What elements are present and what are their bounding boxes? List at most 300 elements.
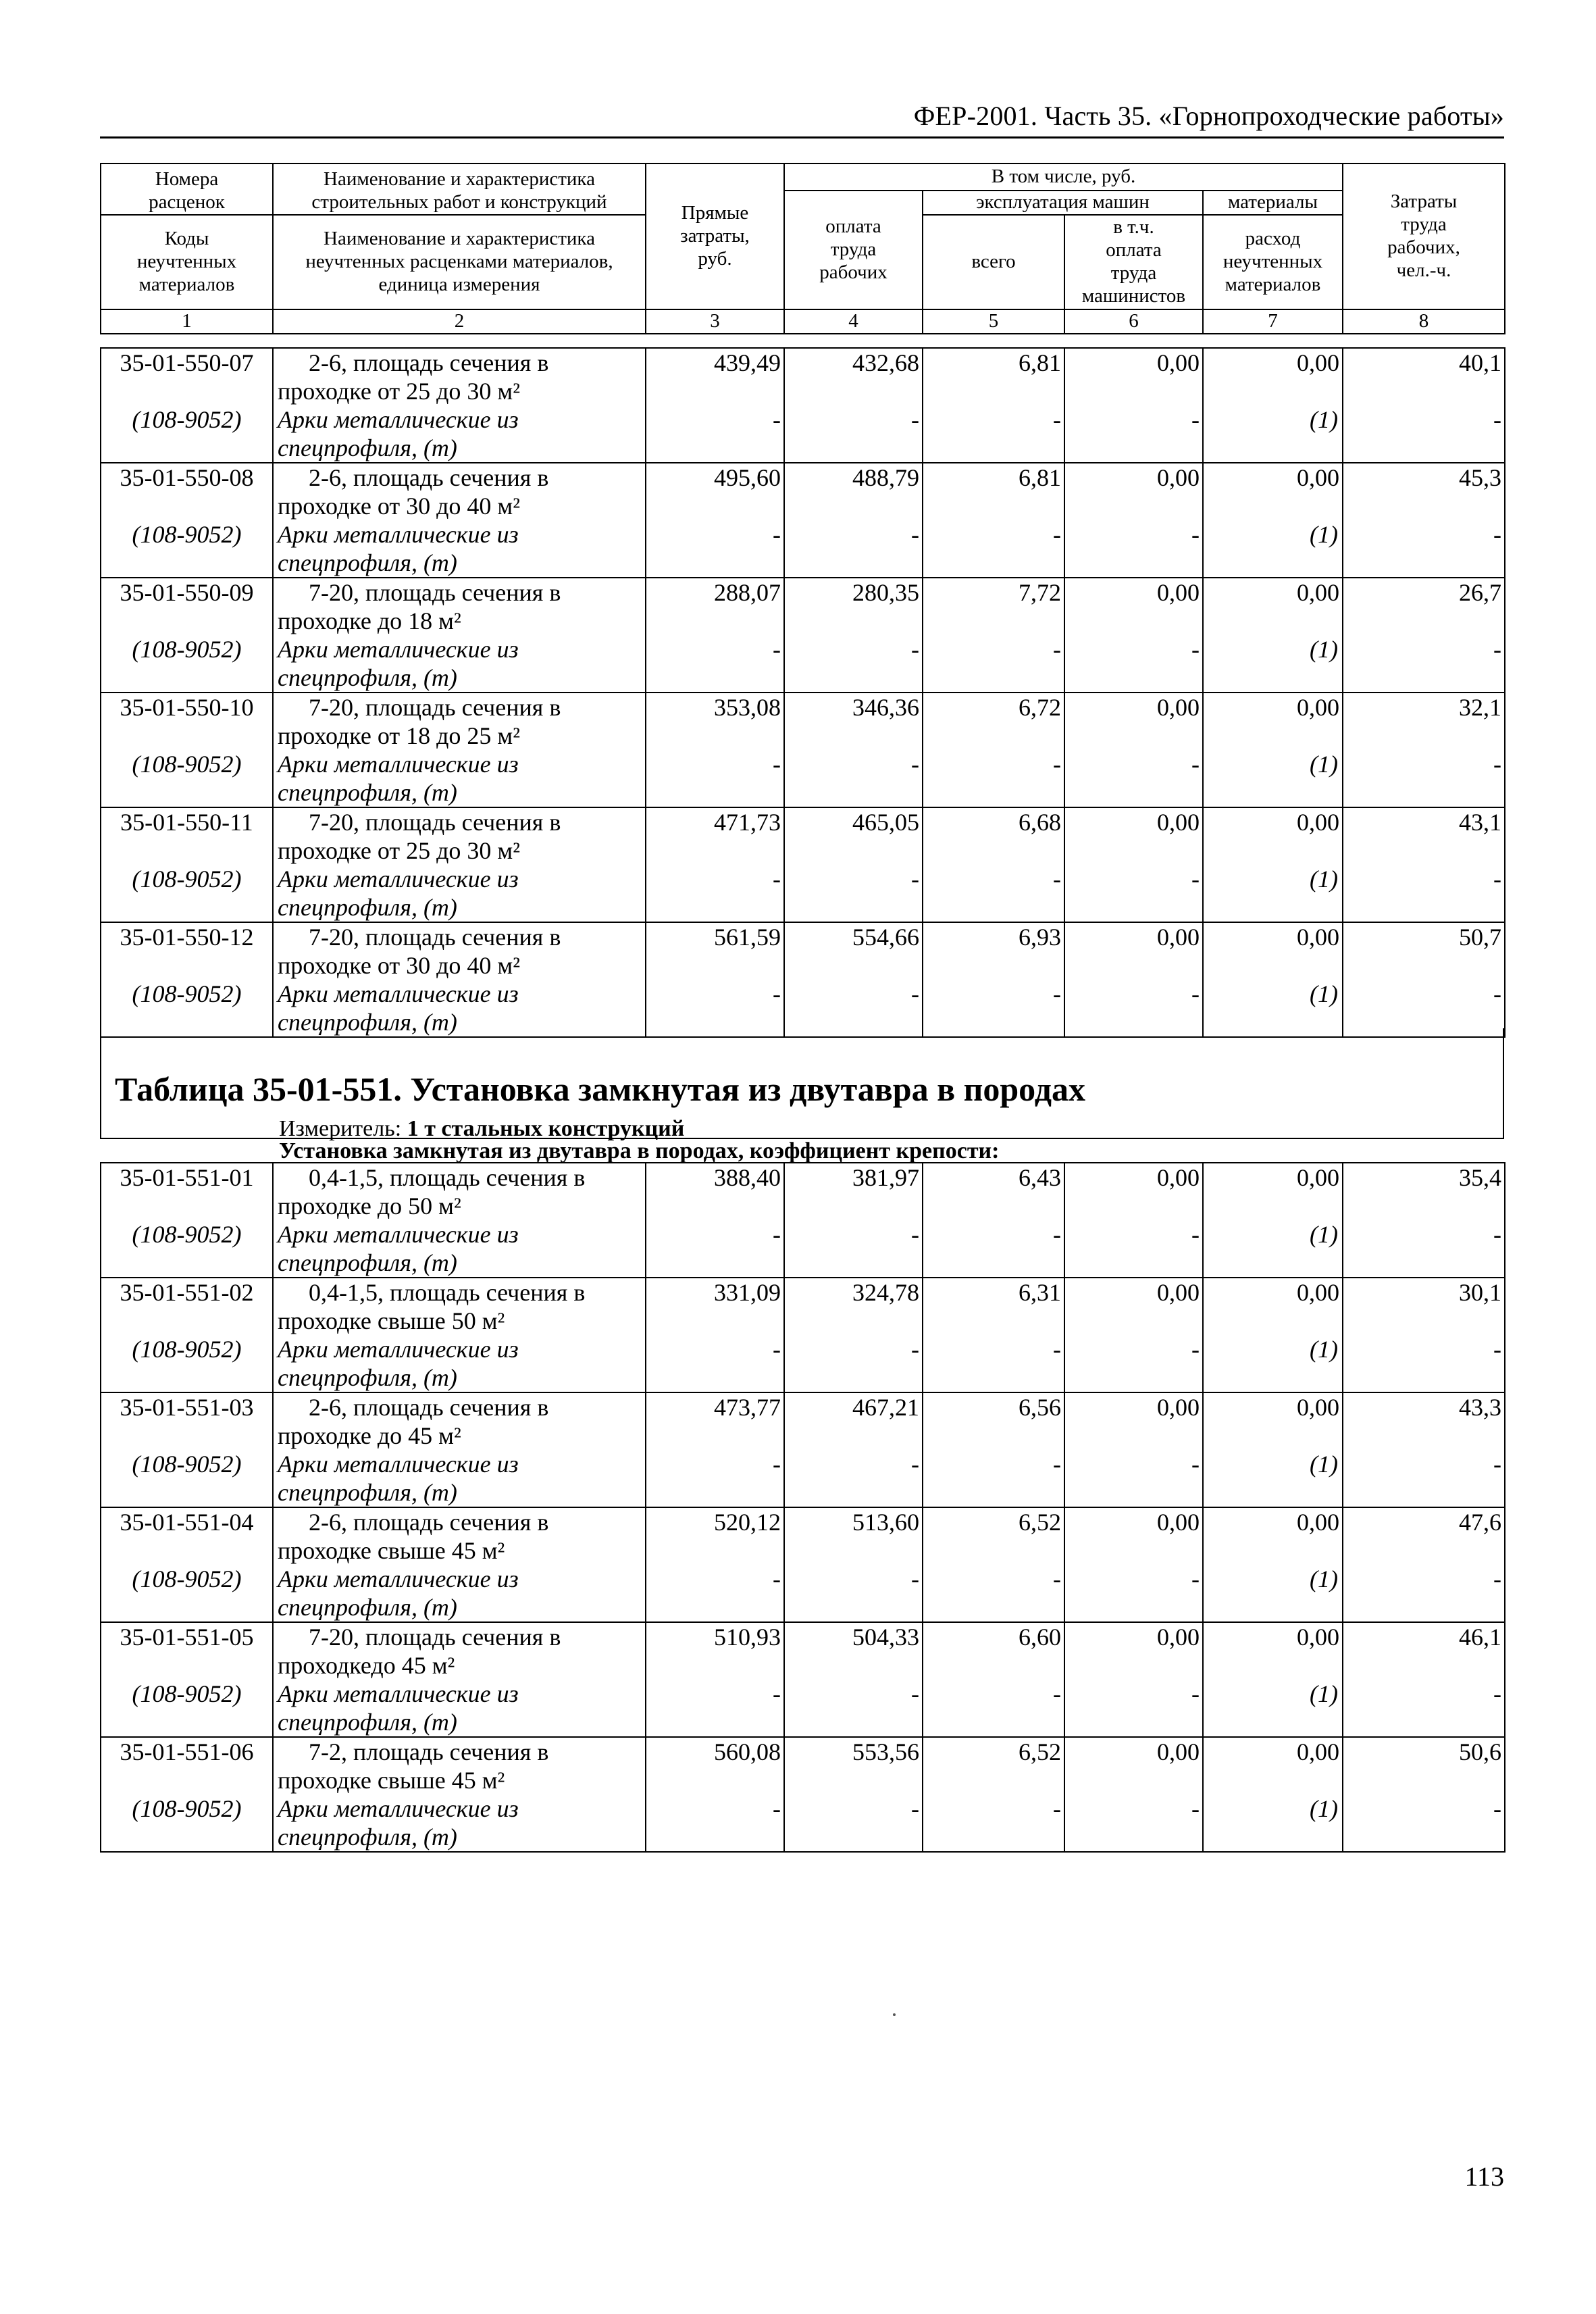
empty-cell [1343,663,1505,693]
dash: - [1343,1680,1505,1708]
dash: - [1064,635,1203,663]
empty-cell [646,1766,784,1794]
empty-cell [784,1651,923,1680]
empty-cell [1203,1766,1343,1794]
dash: - [923,865,1064,893]
work-description-cont: проходке от 25 до 30 м² [273,377,646,405]
machinists-pay: 0,00 [1064,1392,1203,1422]
empty-cell [784,1192,923,1220]
material-row [101,893,1505,922]
material-qty: (1) [1203,1680,1343,1708]
table-row [101,377,1505,405]
empty-cell [784,893,923,922]
labor-pay: 467,21 [784,1392,923,1422]
empty-cell [1064,1593,1203,1622]
empty-cell [784,1008,923,1037]
table-row [101,578,1505,607]
work-description-cont: проходкедо 45 м² [273,1651,646,1680]
table-row [101,1307,1505,1335]
dash: - [1343,980,1505,1008]
rate-code: 35-01-550-10 [101,693,273,722]
page-number: 113 [1464,2161,1504,2192]
labor-hours: 30,1 [1343,1278,1505,1307]
empty-cell [101,377,273,405]
empty-cell [1064,1249,1203,1278]
dash: - [1343,1335,1505,1363]
material-qty: (1) [1203,980,1343,1008]
empty-cell [1203,607,1343,635]
empty-cell [646,1593,784,1622]
empty-cell [923,1708,1064,1737]
machinists-pay: 0,00 [1064,1507,1203,1536]
empty-cell [646,377,784,405]
materials: 0,00 [1203,1163,1343,1192]
empty-cell [1203,836,1343,865]
empty-cell [784,1249,923,1278]
labor-pay: 432,68 [784,348,923,377]
material-qty: (1) [1203,750,1343,778]
empty-cell [923,836,1064,865]
machinists-pay: 0,00 [1064,1622,1203,1651]
machines-total: 6,60 [923,1622,1064,1651]
material-name-cont: спецпрофиля, (т) [273,549,646,578]
table-header [100,163,1505,334]
dash: - [784,1450,923,1478]
machinists-pay: 0,00 [1064,693,1203,722]
labor-hours: 50,6 [1343,1737,1505,1766]
header-labor-cost: Затраты труда рабочих, чел.-ч. [1343,164,1505,309]
material-row [101,663,1505,693]
direct-cost: 510,93 [646,1622,784,1651]
empty-cell [1203,1593,1343,1622]
dash: - [1064,405,1203,434]
empty-cell [784,1422,923,1450]
empty-cell [1064,607,1203,635]
material-name-cont: спецпрофиля, (т) [273,778,646,807]
empty-cell [101,1651,273,1680]
dash: - [1064,1220,1203,1249]
empty-cell [1343,1536,1505,1565]
materials: 0,00 [1203,922,1343,951]
empty-cell [1343,1651,1505,1680]
empty-cell [1343,836,1505,865]
empty-cell [101,722,273,750]
material-row [101,635,1505,663]
work-description: 2-6, площадь сечения в [273,463,646,492]
empty-cell [1343,1008,1505,1037]
material-row [101,1335,1505,1363]
empty-cell [646,434,784,463]
machinists-pay: 0,00 [1064,463,1203,492]
material-name-cont: спецпрофиля, (т) [273,1708,646,1737]
table-row [101,922,1505,951]
empty-cell [1064,1363,1203,1392]
empty-cell [1343,1363,1505,1392]
dash: - [784,1220,923,1249]
direct-cost: 288,07 [646,578,784,607]
direct-cost: 495,60 [646,463,784,492]
material-row [101,750,1505,778]
dash: - [784,1680,923,1708]
material-name: Арки металлические из [273,1794,646,1823]
table-row [101,1507,1505,1536]
labor-pay: 488,79 [784,463,923,492]
work-description-cont: проходке до 50 м² [273,1192,646,1220]
empty-cell [646,1192,784,1220]
empty-cell [923,1363,1064,1392]
empty-cell [1064,1192,1203,1220]
material-row [101,1794,1505,1823]
column-number: 3 [646,309,784,334]
materials: 0,00 [1203,1278,1343,1307]
empty-cell [1064,951,1203,980]
materials: 0,00 [1203,1737,1343,1766]
dash: - [923,1220,1064,1249]
material-name: Арки металлические из [273,1220,646,1249]
material-code: (108-9052) [101,635,273,663]
dash: - [1064,1680,1203,1708]
dash: - [1064,1565,1203,1593]
dash: - [1064,865,1203,893]
column-number: 8 [1343,309,1505,334]
empty-cell [1203,1363,1343,1392]
direct-cost: 520,12 [646,1507,784,1536]
empty-cell [1064,778,1203,807]
direct-cost: 353,08 [646,693,784,722]
material-name-cont: спецпрофиля, (т) [273,893,646,922]
labor-hours: 47,6 [1343,1507,1505,1536]
work-description-cont: проходке свыше 50 м² [273,1307,646,1335]
machinists-pay: 0,00 [1064,1737,1203,1766]
table-row [101,1766,1505,1794]
material-qty: (1) [1203,520,1343,549]
meter-value: 1 т стальных конструкций [407,1116,685,1141]
dash: - [1343,1450,1505,1478]
empty-cell [101,1593,273,1622]
empty-cell [646,1478,784,1507]
empty-cell [1064,1708,1203,1737]
labor-hours: 26,7 [1343,578,1505,607]
labor-pay: 280,35 [784,578,923,607]
empty-cell [101,1823,273,1852]
material-row [101,1478,1505,1507]
header-rate-number: Номера расценок [101,164,273,215]
material-row [101,1823,1505,1852]
column-number: 2 [273,309,646,334]
header-including: В том числе, руб. [784,164,1343,191]
machines-total: 6,56 [923,1392,1064,1422]
table-row [101,348,1505,377]
labor-hours: 50,7 [1343,922,1505,951]
empty-cell [646,1008,784,1037]
rate-code: 35-01-550-07 [101,348,273,377]
empty-cell [784,549,923,578]
dash: - [923,520,1064,549]
empty-cell [1203,549,1343,578]
dash: - [784,980,923,1008]
empty-cell [101,778,273,807]
machines-total: 6,93 [923,922,1064,951]
dash: - [646,1450,784,1478]
empty-cell [923,951,1064,980]
header-machines: эксплуатация машин [923,191,1203,215]
empty-cell [1343,1593,1505,1622]
labor-pay: 324,78 [784,1278,923,1307]
table-row [101,1622,1505,1651]
empty-cell [1064,722,1203,750]
material-name: Арки металлические из [273,1680,646,1708]
header-material-codes: Коды неучтенных материалов [101,215,273,309]
material-row [101,1708,1505,1737]
empty-cell [1064,549,1203,578]
empty-cell [923,1192,1064,1220]
work-description-cont: проходке свыше 45 м² [273,1766,646,1794]
empty-cell [1343,1307,1505,1335]
labor-pay: 553,56 [784,1737,923,1766]
empty-cell [1203,1536,1343,1565]
rate-code: 35-01-550-09 [101,578,273,607]
empty-cell [101,607,273,635]
material-row [101,405,1505,434]
page-header: ФЕР-2001. Часть 35. «Горнопроходческие работы» [913,101,1504,131]
empty-cell [923,778,1064,807]
empty-cell [1064,1823,1203,1852]
work-description: 7-20, площадь сечения в [273,578,646,607]
dash: - [1343,750,1505,778]
table-row [101,1192,1505,1220]
frame-right [1503,1028,1504,1139]
direct-cost: 473,77 [646,1392,784,1422]
table-row [101,1278,1505,1307]
empty-cell [923,1478,1064,1507]
empty-cell [784,1708,923,1737]
dash: - [923,750,1064,778]
empty-cell [1343,1249,1505,1278]
work-description: 2-6, площадь сечения в [273,1507,646,1536]
empty-cell [1064,492,1203,520]
direct-cost: 561,59 [646,922,784,951]
work-description: 2-6, площадь сечения в [273,348,646,377]
empty-cell [1343,778,1505,807]
material-name: Арки металлические из [273,1565,646,1593]
empty-cell [1203,1422,1343,1450]
dash: - [1064,1794,1203,1823]
empty-cell [923,434,1064,463]
dash: - [1064,1450,1203,1478]
header-materials-use: расход неучтенных материалов [1203,215,1343,309]
rate-code: 35-01-550-12 [101,922,273,951]
table-row [101,693,1505,722]
dash: - [923,635,1064,663]
empty-cell [923,1307,1064,1335]
dash: - [1064,980,1203,1008]
rates-table-551 [100,1162,1505,1853]
labor-hours: 45,3 [1343,463,1505,492]
empty-cell [101,1536,273,1565]
empty-cell [1343,1766,1505,1794]
dash: - [646,1220,784,1249]
machinists-pay: 0,00 [1064,807,1203,836]
direct-cost: 471,73 [646,807,784,836]
dash: - [646,405,784,434]
material-row [101,1363,1505,1392]
empty-cell [1203,1478,1343,1507]
empty-cell [101,492,273,520]
empty-cell [784,1823,923,1852]
work-description: 7-20, площадь сечения в [273,1622,646,1651]
machinists-pay: 0,00 [1064,1163,1203,1192]
dash: - [923,1450,1064,1478]
dash: - [1343,1794,1505,1823]
material-row [101,778,1505,807]
empty-cell [646,836,784,865]
direct-cost: 560,08 [646,1737,784,1766]
empty-cell [101,951,273,980]
work-description: 0,4-1,5, площадь сечения в [273,1278,646,1307]
column-number: 5 [923,309,1064,334]
dash: - [784,520,923,549]
material-name: Арки металлические из [273,865,646,893]
table-row [101,951,1505,980]
material-row [101,520,1505,549]
empty-cell [101,1363,273,1392]
column-number: 4 [784,309,923,334]
labor-pay: 346,36 [784,693,923,722]
material-code: (108-9052) [101,865,273,893]
empty-cell [646,607,784,635]
dash: - [923,405,1064,434]
empty-cell [1343,377,1505,405]
table-row [101,607,1505,635]
dash: - [923,1794,1064,1823]
header-material-names: Наименование и характеристика неучтенных расценками материалов, единица измерения [273,215,646,309]
machines-total: 6,43 [923,1163,1064,1192]
empty-cell [1343,492,1505,520]
machinists-pay: 0,00 [1064,1278,1203,1307]
labor-pay: 465,05 [784,807,923,836]
material-row [101,1220,1505,1249]
empty-cell [923,549,1064,578]
material-name-cont: спецпрофиля, (т) [273,1823,646,1852]
dash: - [784,865,923,893]
column-number: 6 [1064,309,1203,334]
labor-hours: 43,1 [1343,807,1505,836]
dash: - [646,750,784,778]
dash: - [1343,865,1505,893]
material-code: (108-9052) [101,1220,273,1249]
empty-cell [646,549,784,578]
material-name-cont: спецпрофиля, (т) [273,1593,646,1622]
header-materials: материалы [1203,191,1343,215]
work-description-cont: проходке от 25 до 30 м² [273,836,646,865]
empty-cell [923,377,1064,405]
empty-cell [784,1363,923,1392]
empty-cell [1203,663,1343,693]
material-name: Арки металлические из [273,520,646,549]
materials: 0,00 [1203,1622,1343,1651]
material-name-cont: спецпрофиля, (т) [273,1249,646,1278]
empty-cell [101,549,273,578]
material-name: Арки металлические из [273,1335,646,1363]
machines-total: 6,52 [923,1507,1064,1536]
work-description: 7-20, площадь сечения в [273,807,646,836]
empty-cell [784,836,923,865]
empty-cell [1203,893,1343,922]
material-row [101,980,1505,1008]
empty-cell [923,1766,1064,1794]
empty-cell [784,951,923,980]
machines-total: 6,72 [923,693,1064,722]
material-name-cont: спецпрофиля, (т) [273,1478,646,1507]
empty-cell [101,893,273,922]
empty-cell [646,1363,784,1392]
labor-hours: 32,1 [1343,693,1505,722]
dash: - [784,1794,923,1823]
empty-cell [1064,434,1203,463]
empty-cell [1203,722,1343,750]
machines-total: 6,31 [923,1278,1064,1307]
empty-cell [646,1249,784,1278]
dash: - [1064,750,1203,778]
materials: 0,00 [1203,348,1343,377]
empty-cell [923,1249,1064,1278]
material-qty: (1) [1203,1450,1343,1478]
empty-cell [1343,607,1505,635]
dash: - [646,1565,784,1593]
empty-cell [1203,1192,1343,1220]
empty-cell [923,492,1064,520]
labor-pay: 381,97 [784,1163,923,1192]
empty-cell [1064,1536,1203,1565]
empty-cell [1203,377,1343,405]
material-name-cont: спецпрофиля, (т) [273,1363,646,1392]
empty-cell [101,1708,273,1737]
work-description-cont: проходке свыше 45 м² [273,1536,646,1565]
empty-cell [101,836,273,865]
empty-cell [101,1478,273,1507]
empty-cell [101,1766,273,1794]
rate-code: 35-01-550-08 [101,463,273,492]
material-qty: (1) [1203,1220,1343,1249]
dash: - [646,1794,784,1823]
empty-cell [923,663,1064,693]
labor-hours: 43,3 [1343,1392,1505,1422]
material-name: Арки металлические из [273,980,646,1008]
material-row [101,1008,1505,1037]
group-title: Установка замкнутая из двутавра в породах, коэффициент крепости: [100,1138,1504,1163]
materials: 0,00 [1203,1507,1343,1536]
empty-cell [923,1823,1064,1852]
table-row [101,1536,1505,1565]
empty-cell [646,778,784,807]
empty-cell [1343,893,1505,922]
header-rule [100,136,1504,139]
empty-cell [784,778,923,807]
empty-cell [1343,1192,1505,1220]
empty-cell [1343,1708,1505,1737]
material-name: Арки металлические из [273,405,646,434]
header-direct-costs: Прямые затраты, руб. [646,164,784,309]
empty-cell [784,1536,923,1565]
empty-cell [1343,951,1505,980]
empty-cell [646,1536,784,1565]
material-name: Арки металлические из [273,750,646,778]
machines-total: 6,81 [923,348,1064,377]
empty-cell [646,1307,784,1335]
empty-cell [784,1766,923,1794]
dash: - [646,635,784,663]
material-code: (108-9052) [101,1680,273,1708]
